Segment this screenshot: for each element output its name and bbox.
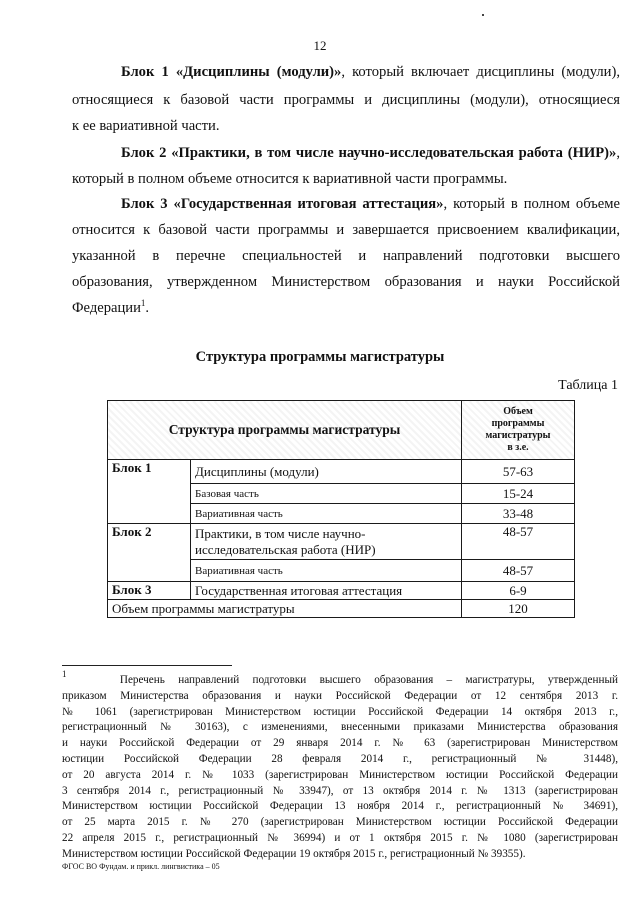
block3-line4: образования, утвержденном Министерством образования и науки Российской: [72, 274, 620, 290]
row-name: Дисциплины (модули): [191, 460, 462, 484]
footnote-line: [62, 669, 618, 689]
header-volume-line: в з.е.: [507, 442, 529, 453]
header-volume-line: Объем: [503, 406, 533, 417]
footnote-line: № 1061 (зарегистрирован Министерством юстиции Российской Федерации 14 октября 2013 г.,: [62, 705, 618, 718]
total-value: 120: [462, 600, 575, 618]
row-name: Вариативная часть: [191, 504, 462, 524]
block3-line5: [72, 300, 149, 317]
row-value: 48-57: [462, 524, 575, 560]
footnote-line: и науки Российской Федерации от 29 января 2014 г. № 63 (зарегистрирован Министерством: [62, 737, 618, 750]
table-title: Структура программы магистратуры: [195, 349, 445, 365]
footnote-divider: [62, 665, 232, 666]
table-row: [108, 524, 575, 560]
footnote-line: 22 апреля 2015 г., регистрационный № 36994) и от 1 октября 2015 г. № 1080 (зарегистрирован: [62, 832, 618, 844]
footnote-line: Министерством юстиции Российской Федерации 19 октября 2015 г., регистрационный № 39355).: [62, 847, 526, 860]
program-structure-table: [107, 400, 575, 618]
block3-line3: указанной в перечне специальностей и направлений подготовки высшего: [72, 248, 620, 264]
footnote-line: приказом Министерства образования и науки Российской Федерации от 12 сентября 2013 г.: [62, 689, 618, 702]
block3-title: Блок 3 «Государственная итоговая аттестация»: [121, 196, 444, 212]
footnote-mark: 1: [62, 669, 67, 679]
block2-line2: который в полном объеме относится к вариативной части программы.: [72, 171, 508, 187]
block3-line1: [121, 196, 620, 213]
page-number: 12: [313, 38, 327, 53]
block1-line3: к ее вариативной части.: [72, 118, 220, 134]
row-name: Практики, в том числе научно-исследовательская работа (НИР): [191, 524, 462, 560]
row-name: Базовая часть: [191, 484, 462, 504]
row-block-label: Блок 3: [108, 582, 191, 600]
page-footer: ФГОС ВО Фундам. и прикл. лингвистика – 05: [62, 862, 220, 871]
table-header-row: [108, 401, 575, 460]
header-volume-line: магистратуры: [485, 430, 551, 441]
row-block-label: Блок 2: [108, 524, 191, 582]
footnote-line: юстиции Российской Федерации 28 февраля 2014 г., регистрационный № 31448),: [62, 753, 618, 765]
block1-line2: относящиеся к базовой части программы и дисциплины (модули), относящиеся: [72, 92, 620, 108]
block3-line1-rest: , который в полном объеме: [443, 196, 620, 212]
block3-line5-end: .: [145, 300, 150, 316]
row-block-label: Блок 1: [108, 460, 191, 524]
footnote-line: Министерством юстиции Российской Федерации 13 ноября 2014 г., регистрационный № 34691),: [62, 800, 618, 813]
block1-line1: [121, 64, 620, 81]
row-value: 33-48: [462, 504, 575, 524]
header-structure: Структура программы магистратуры: [108, 401, 462, 460]
footnote-line-text: Перечень направлений подготовки высшего образования – магистратуры, утвержденный: [119, 674, 618, 686]
footnote-line: регистрационный № 30163), с изменениями, внесенными приказами Министерства образования: [62, 721, 618, 734]
block1-line1-rest: , который включает дисциплины (модули),: [341, 64, 621, 80]
footnote-line: от 20 августа 2014 г. № 1033 (зарегистрирован Министерством юстиции Российской Федерации: [62, 768, 618, 781]
row-value: 57-63: [462, 460, 575, 484]
header-volume-line: программы: [491, 418, 545, 429]
row-name: Государственная итоговая аттестация: [191, 582, 462, 600]
row-value: 6-9: [462, 582, 575, 600]
block1-title: Блок 1 «Дисциплины (модули)»: [121, 64, 342, 80]
total-label: Объем программы магистратуры: [108, 600, 462, 618]
table-row: [108, 582, 575, 600]
block3-line2: относится к базовой части программы и завершается присвоением квалификации,: [72, 222, 620, 238]
table-row: [108, 460, 575, 484]
row-value: 15-24: [462, 484, 575, 504]
footnote: [62, 669, 618, 865]
block2-line1: [121, 145, 620, 162]
row-name: Вариативная часть: [191, 560, 462, 582]
footnote-reference[interactable]: 1: [140, 298, 146, 308]
footnote-line: 3 сентября 2014 г., регистрационный № 33947), от 13 октября 2014 г. № 1313 (зарегистрирован: [62, 784, 618, 797]
table-number: Таблица 1: [558, 378, 618, 393]
block3-line5-text: Федерации: [72, 300, 141, 316]
footnote-line: от 25 марта 2015 г. № 270 (зарегистрирован Министерством юстиции Российской Федерации: [62, 816, 618, 829]
row-value: 48-57: [462, 560, 575, 582]
header-volume: [462, 401, 575, 460]
scan-speck: [482, 14, 484, 16]
table-total-row: [108, 600, 575, 618]
block2-title: Блок 2 «Практики, в том числе научно-исследовательская работа (НИР)»: [121, 145, 617, 161]
block2-line1-rest: ,: [616, 145, 620, 161]
